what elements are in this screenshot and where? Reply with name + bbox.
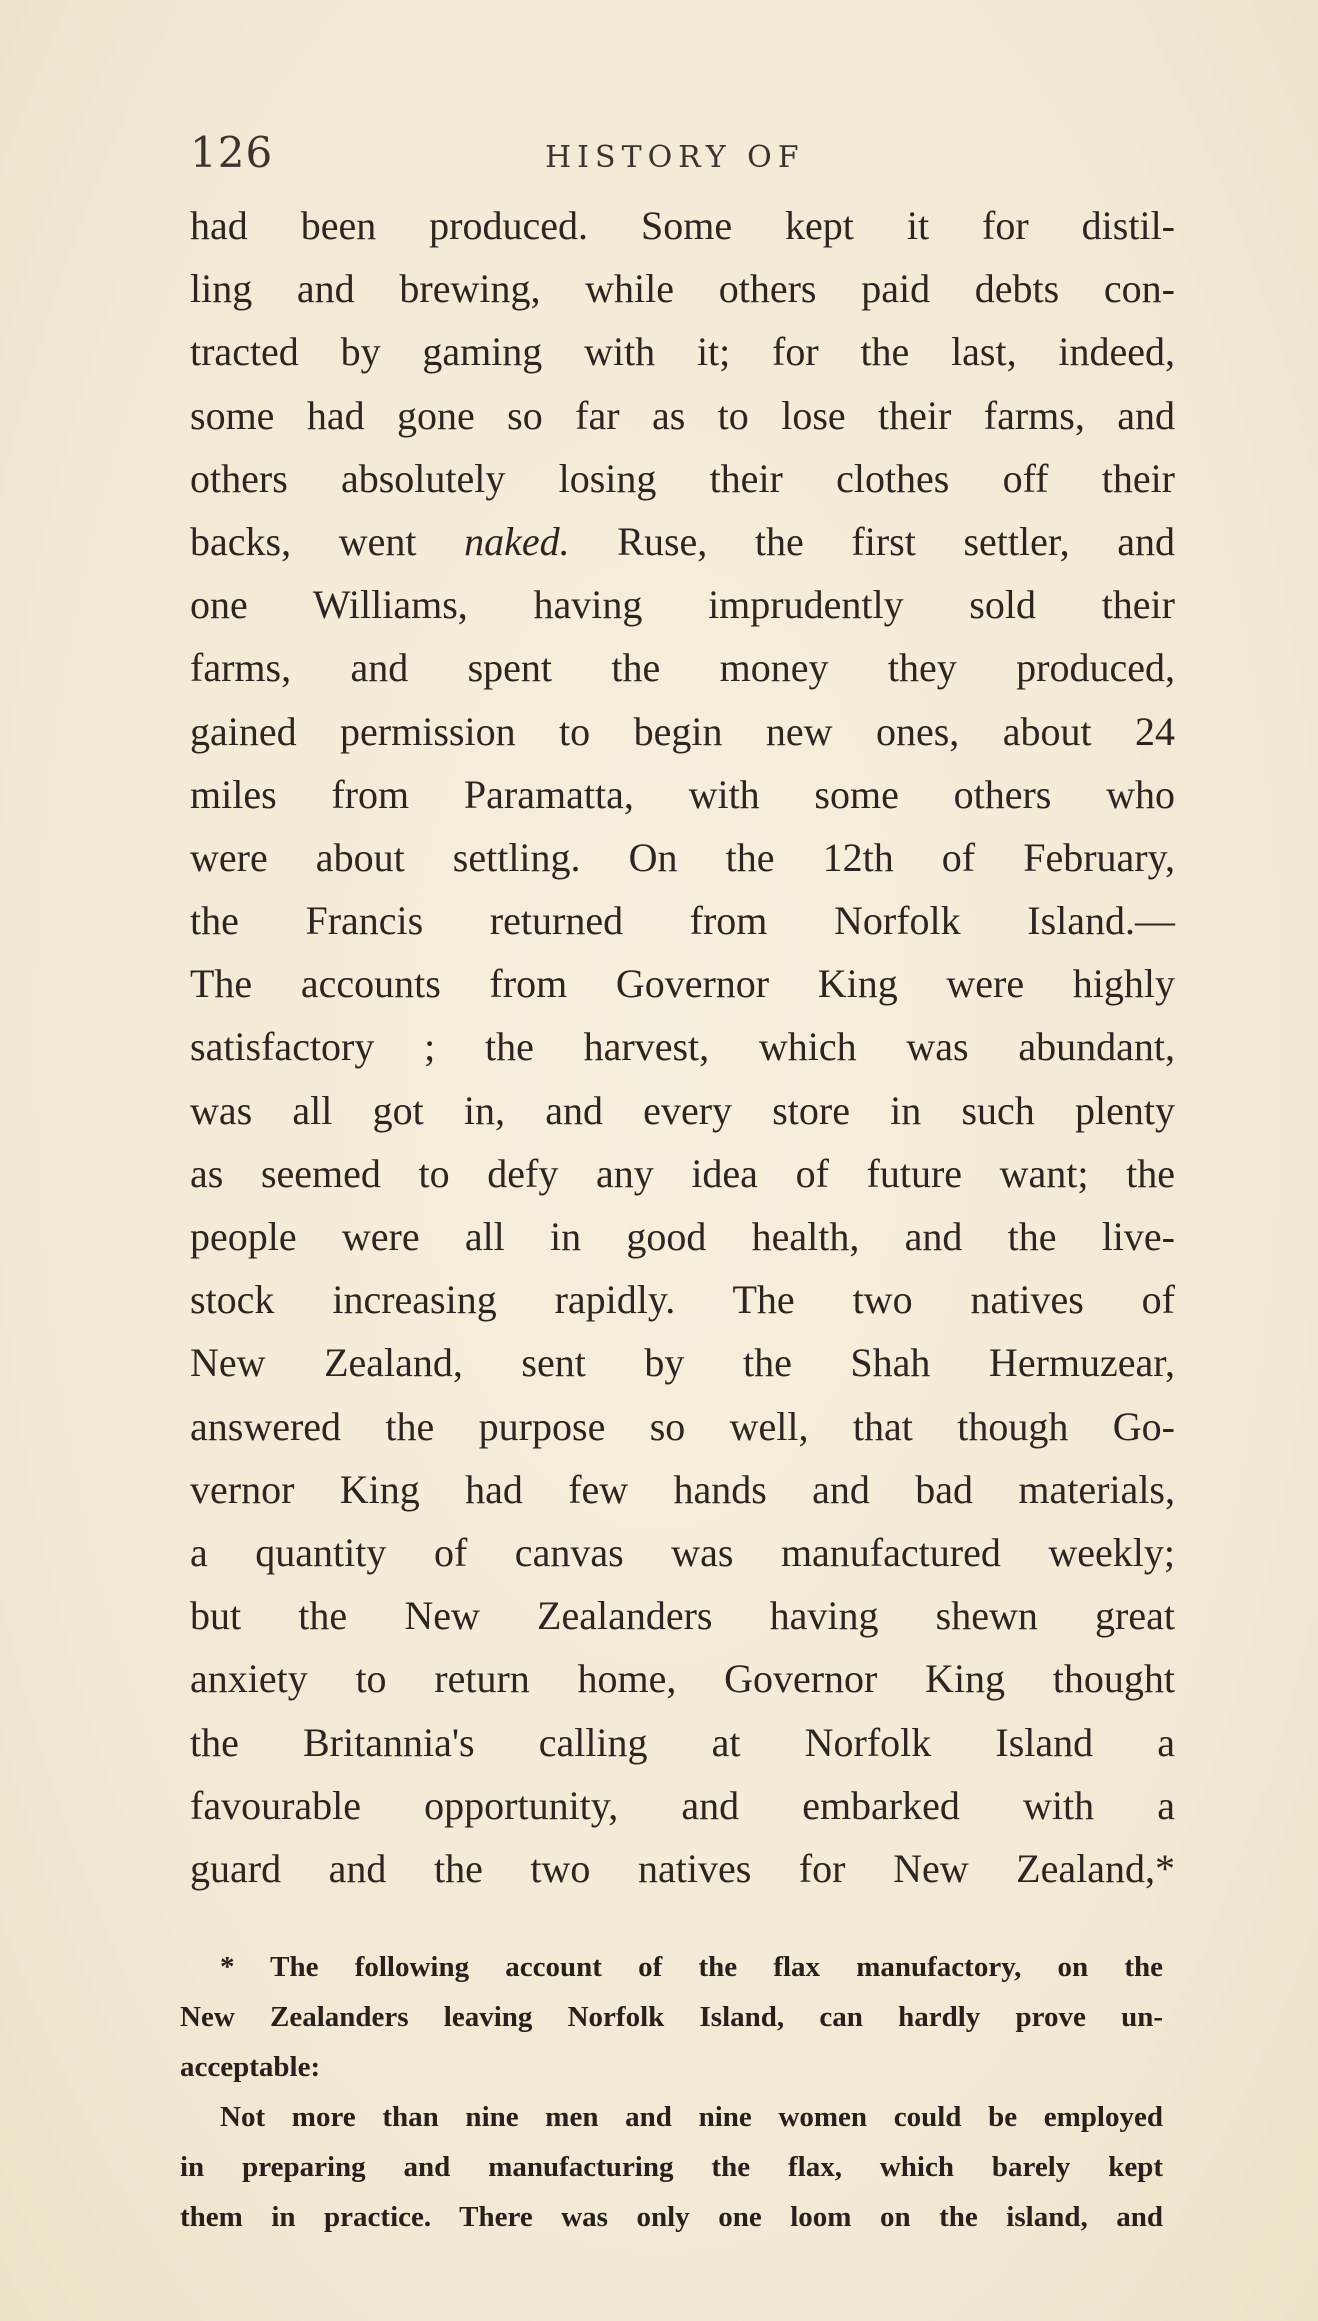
text-fragment: Ruse, the first settler, and [617, 518, 1176, 564]
text-line-with-italic [190, 510, 1175, 573]
text-line: stock increasing rapidly. The two natives of [190, 1277, 1175, 1323]
text-line: anxiety to return home, Governor King thought [190, 1656, 1175, 1702]
text-line: favourable opportunity, and embarked with a [190, 1782, 1175, 1828]
text-line: answered the purpose so well, that though Go- [190, 1403, 1175, 1449]
footnote [180, 1942, 1163, 2242]
text-line: The accounts from Governor King were highly [190, 961, 1175, 1007]
text-line: a quantity of canvas was manufactured weekly; [190, 1529, 1175, 1575]
footnote-line: in preparing and manufacturing the flax, which barely kept [180, 2151, 1163, 2183]
text-line: gained permission to begin new ones, about 24 [190, 708, 1175, 754]
footnote-line: them in practice. There was only one loom on the island, and [180, 2201, 1163, 2233]
footnote-line: New Zealanders leaving Norfolk Island, can hardly prove un- [180, 2001, 1163, 2033]
page-header [190, 128, 1175, 188]
text-line: were about settling. On the 12th of February, [190, 834, 1175, 880]
text-line: New Zealand, sent by the Shah Hermuzear, [190, 1340, 1175, 1386]
italic-word: naked. [464, 518, 570, 564]
text-line: but the New Zealanders having shewn great [190, 1593, 1175, 1639]
text-line: others absolutely losing their clothes off their [190, 455, 1175, 501]
text-line: some had gone so far as to lose their farms, and [190, 392, 1175, 438]
text-line: farms, and spent the money they produced, [190, 645, 1175, 691]
text-line: was all got in, and every store in such plenty [190, 1087, 1175, 1133]
running-title: HISTORY OF [545, 140, 805, 175]
page-number: 126 [190, 128, 274, 177]
footnote-line: acceptable: [180, 2051, 321, 2083]
text-line: miles from Paramatta, with some others who [190, 771, 1175, 817]
text-line: had been produced. Some kept it for distil- [190, 203, 1175, 248]
text-line: guard and the two natives for New Zealand,* [190, 1845, 1175, 1891]
text-line: people were all in good health, and the live- [190, 1214, 1175, 1259]
text-line: satisfactory ; the harvest, which was abundant, [190, 1024, 1175, 1070]
text-line: vernor King had few hands and bad materials, [190, 1466, 1175, 1512]
footnote-line: Not more than nine men and nine women could be employed [220, 2101, 1163, 2133]
footnote-line: * The following account of the flax manufactory, on the [220, 1951, 1163, 1983]
text-line: the Francis returned from Norfolk Island.— [190, 898, 1175, 944]
text-line: ling and brewing, while others paid debts con- [190, 266, 1175, 312]
text-line: tracted by gaming with it; for the last, indeed, [190, 329, 1175, 375]
text-line: one Williams, having imprudently sold their [190, 582, 1175, 628]
text-line: the Britannia's calling at Norfolk Island a [190, 1719, 1175, 1765]
text-fragment: backs, went [190, 518, 417, 564]
text-line: as seemed to defy any idea of future want; the [190, 1150, 1175, 1196]
body-text [190, 194, 1175, 1900]
